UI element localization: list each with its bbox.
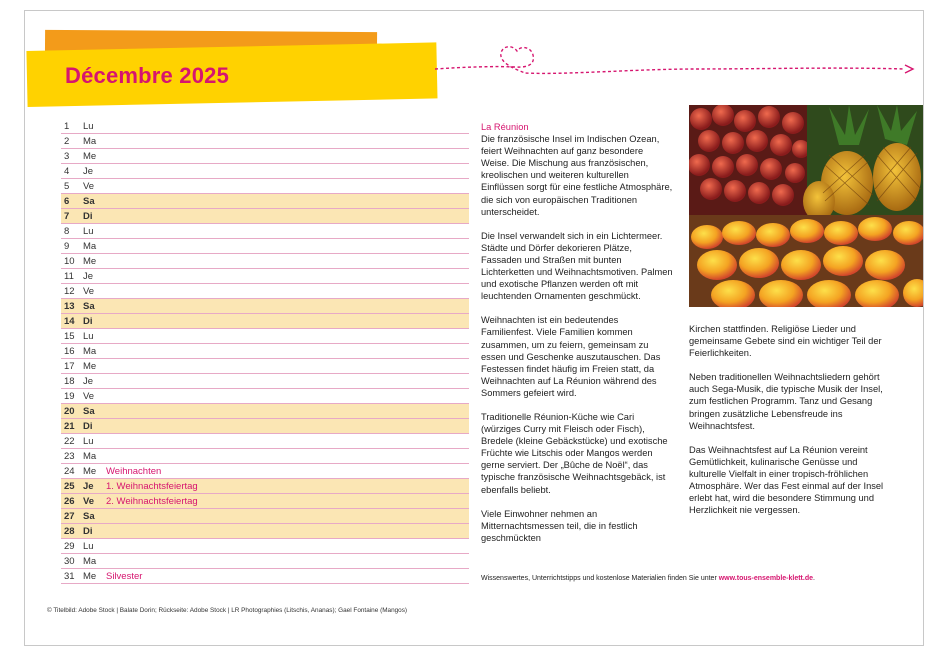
day-number: 30 (64, 555, 75, 567)
day-number: 18 (64, 375, 75, 387)
day-abbreviation: Sa (83, 405, 95, 417)
day-abbreviation: Ve (83, 495, 95, 507)
day-abbreviation: Ma (83, 555, 97, 567)
day-number: 14 (64, 315, 75, 327)
article-paragraph: Traditionelle Réunion-Küche wie Cari (würziges Curry mit Fleisch oder Fisch), Bredele (kleine Gebäckstücke) und exotische Früchte wie Litschis oder Mangos werden gerne serviert. Der „Bûche de Noël“, das typische französische Weihnachtsgebäck, ist ebenfalls beliebt. (481, 411, 668, 495)
day-row (61, 179, 469, 194)
day-number: 22 (64, 435, 75, 447)
article-column-2 (689, 323, 895, 528)
day-abbreviation: Lu (83, 330, 94, 342)
day-abbreviation: Je (83, 375, 94, 387)
heart-dotted-line-icon (435, 33, 924, 83)
day-row (61, 389, 469, 404)
day-row (61, 509, 469, 524)
day-number: 12 (64, 285, 75, 297)
day-abbreviation: Di (83, 525, 93, 537)
day-row (61, 134, 469, 149)
holiday-label: 1. Weihnachtsfeiertag (106, 480, 198, 492)
day-row (61, 329, 469, 344)
day-abbreviation: Ve (83, 285, 95, 297)
day-number: 15 (64, 330, 75, 342)
day-row (61, 434, 469, 449)
day-row (61, 524, 469, 539)
calendar-page (24, 10, 924, 646)
day-row (61, 194, 469, 209)
day-number: 11 (64, 270, 74, 282)
day-number: 28 (64, 525, 75, 537)
day-abbreviation: Me (83, 465, 97, 477)
article-paragraph: Die französische Insel im Indischen Ozean, feiert Weihnachten auf ganz besondere Weise. Die Mischung aus französischen, kreolischen und weiteren kulturellen Einflüssen sorgt für eine festliche Atmosphäre, die sich von europäischen Traditionen unterscheidet. (481, 134, 673, 217)
day-row (61, 344, 469, 359)
day-row (61, 374, 469, 389)
day-abbreviation: Ma (83, 240, 97, 252)
footnote-text: Wissenswertes, Unterrichtstipps und kostenlose Materialien finden Sie unter (481, 575, 719, 582)
day-number: 1 (64, 120, 70, 132)
day-number: 24 (64, 465, 75, 477)
day-number: 19 (64, 390, 75, 402)
day-row (61, 479, 469, 494)
day-row (61, 554, 469, 569)
day-abbreviation: Me (83, 255, 97, 267)
day-number: 13 (64, 300, 75, 312)
holiday-label: Weihnachten (106, 465, 162, 477)
day-abbreviation: Lu (83, 540, 94, 552)
day-row (61, 119, 469, 134)
day-abbreviation: Sa (83, 195, 95, 207)
day-number: 20 (64, 405, 75, 417)
article-paragraph: Weihnachten ist ein bedeutendes Familienfest. Viele Familien kommen zusammen, um zu feiern, gemeinsam zu essen und Geschenke auszutauschen. Das Festessen findet häufig im Freien statt, da Weihnachten auf La Réunion während des Sommers gefeiert wird. (481, 315, 661, 398)
day-row (61, 449, 469, 464)
day-number: 6 (64, 195, 70, 207)
day-row (61, 269, 469, 284)
day-abbreviation: Lu (83, 120, 94, 132)
article-column-1 (481, 121, 673, 556)
day-number: 29 (64, 540, 75, 552)
day-row (61, 569, 469, 584)
day-row (61, 314, 469, 329)
day-number: 5 (64, 180, 70, 192)
day-number: 9 (64, 240, 70, 252)
day-number: 31 (64, 570, 75, 582)
day-abbreviation: Lu (83, 435, 94, 447)
day-number: 4 (64, 165, 70, 177)
article-heading: La Réunion (481, 122, 529, 132)
day-row (61, 494, 469, 509)
article-paragraph: Das Weihnachtsfest auf La Réunion vereint Gemütlichkeit, kulinarische Genüsse und kulturelle Vielfalt in einer tropisch-fröhlichen Atmosphäre. Wer das Fest einmal auf der Insel erlebt hat, wird die besondere Stimmung und Herzlichkeit nie vergessen. (689, 444, 884, 516)
day-abbreviation: Ma (83, 450, 97, 462)
day-row (61, 239, 469, 254)
day-abbreviation: Ma (83, 135, 97, 147)
day-number: 23 (64, 450, 75, 462)
day-row (61, 464, 469, 479)
fruit-photo (689, 105, 923, 307)
day-abbreviation: Lu (83, 225, 94, 237)
day-number: 8 (64, 225, 70, 237)
day-abbreviation: Me (83, 570, 97, 582)
day-row (61, 299, 469, 314)
day-abbreviation: Di (83, 315, 93, 327)
day-abbreviation: Di (83, 420, 93, 432)
day-row (61, 209, 469, 224)
holiday-label: 2. Weihnachtsfeiertag (106, 495, 198, 507)
article-paragraph: Neben traditionellen Weihnachtsliedern gehört auch Sega-Musik, die typische Musik der Insel, zum festlichen Programm. Tanz und Gesang bringen zusätzliche Lebensfreude ins Weihnachtsfest. (689, 372, 883, 431)
day-abbreviation: Me (83, 150, 97, 162)
day-abbreviation: Je (83, 480, 94, 492)
day-row (61, 284, 469, 299)
day-abbreviation: Me (83, 360, 97, 372)
day-list (61, 119, 469, 584)
day-abbreviation: Sa (83, 510, 95, 522)
day-number: 16 (64, 345, 75, 357)
day-abbreviation: Ma (83, 345, 97, 357)
day-abbreviation: Je (83, 270, 94, 282)
day-number: 26 (64, 495, 75, 507)
day-abbreviation: Je (83, 165, 94, 177)
day-row (61, 359, 469, 374)
day-abbreviation: Sa (83, 300, 95, 312)
day-row (61, 149, 469, 164)
article-paragraph: Kirchen stattfinden. Religiöse Lieder und gemeinsame Gebete sind ein wichtiger Teil der Feierlichkeiten. (689, 324, 882, 359)
day-number: 17 (64, 360, 75, 372)
website-link[interactable]: www.tous-ensemble-klett.de (718, 575, 813, 582)
day-row (61, 164, 469, 179)
day-row (61, 404, 469, 419)
holiday-label: Silvester (106, 570, 143, 582)
day-number: 25 (64, 480, 75, 492)
photo-credits: © Titelbild: Adobe Stock | Balate Dorin; Rückseite: Adobe Stock | LR Photographies (Litschis, Ananas); Gael Fontaine (Mangos) (47, 607, 408, 614)
day-abbreviation: Ve (83, 390, 95, 402)
day-number: 21 (64, 420, 75, 432)
day-row (61, 419, 469, 434)
day-number: 2 (64, 135, 70, 147)
day-row (61, 224, 469, 239)
day-abbreviation: Di (83, 210, 93, 222)
article-paragraph: Die Insel verwandelt sich in ein Lichtermeer. Städte und Dörfer dekorieren Plätze, Fassaden und Straßen mit bunten Lichterketten und Weihnachtsmotiven. Palmen und exotische Pflanzen werden oft mit leuchtenden Ornamenten geschmückt. (481, 230, 673, 302)
footnote (481, 575, 815, 582)
footnote-end: . (813, 575, 815, 582)
day-number: 3 (64, 150, 70, 162)
day-abbreviation: Ve (83, 180, 95, 192)
day-row (61, 539, 469, 554)
day-row (61, 254, 469, 269)
day-number: 10 (64, 255, 75, 267)
day-number: 7 (64, 210, 70, 222)
day-number: 27 (64, 510, 75, 522)
page-title: Décembre 2025 (65, 63, 230, 88)
article-paragraph: Viele Einwohner nehmen an Mitternachtsmessen teil, die in festlich geschmückten (481, 508, 638, 543)
